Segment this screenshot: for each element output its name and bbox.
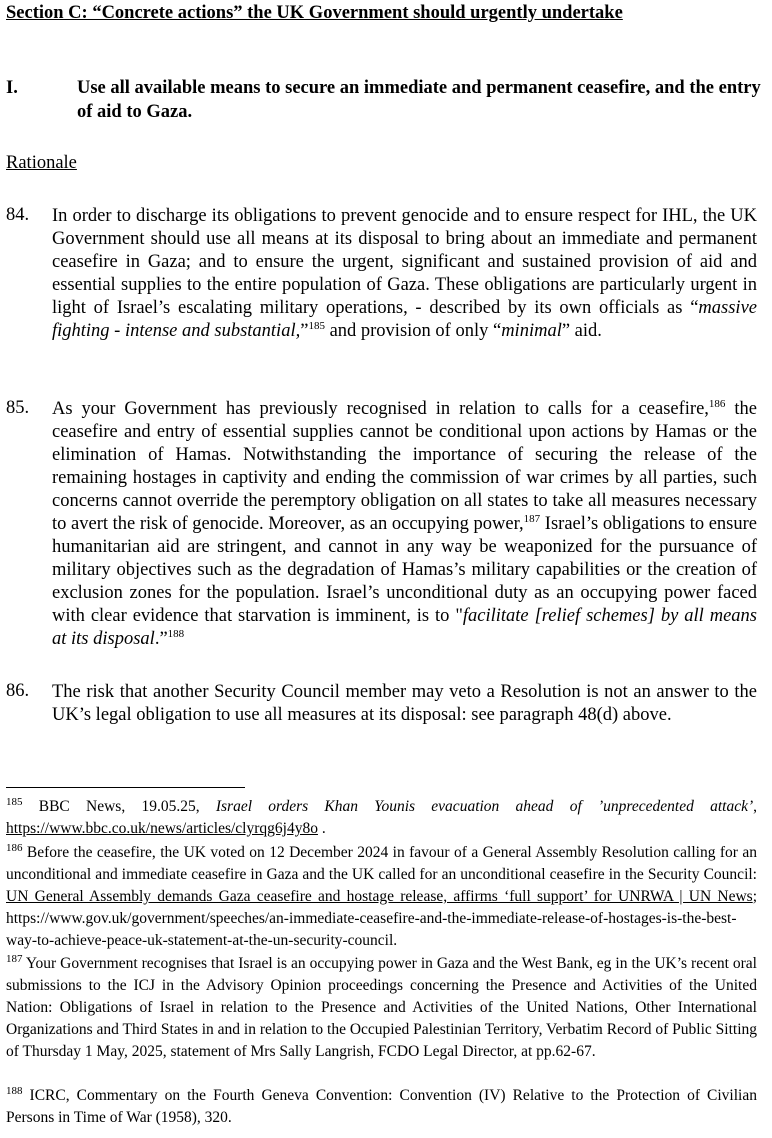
paragraph-85-number: 85. — [6, 398, 30, 418]
footnote-185-number: 185 — [6, 795, 23, 808]
paragraph-84-text-4: ” aid. — [561, 321, 602, 341]
paragraph-84 — [52, 205, 757, 343]
heading-number: I. — [6, 78, 18, 98]
paragraph-86-number: 86. — [6, 681, 30, 701]
footnote-188 — [6, 1085, 757, 1129]
paragraph-84-text-3: and provision of only “ — [324, 321, 502, 341]
footnote-187 — [6, 953, 757, 1063]
paragraph-84-text-1: In order to discharge its obligations to prevent genocide and to ensure respect for IHL, the UK Government should use all means at its disposal to bring about an immediate and permanent ceasefire in Gaza; and to ensure the urgent, significant and sustained provision of aid and essential supplies to the entire population of Gaza. These obligations are particularly urgent in light of Israel’s escalating military operations, - described by its own officials as “ — [52, 206, 757, 318]
footnote-186-text-1: Before the ceasefire, the UK voted on 12 December 2024 in favour of a General Assembly Resolution calling for an unconditional and immediate ceasefire in Gaza and the UK called for an unconditional ceasefire in the Security Council: — [6, 844, 757, 883]
paragraph-85-text-2: the ceasefire and entry of essential supplies cannot be conditional upon actions by Hamas or the elimination of Hamas. Notwithstanding the importance of securing the release of the remaining hostages in captivity and ending the commission of war crimes by all parties, such concerns cannot override the peremptory obligation on all states to take all measures necessary to avert the risk of genocide. Moreover, as an occupying power, — [52, 399, 757, 534]
footnote-185-text-2: , — [753, 798, 757, 815]
paragraph-85-quote-1: facilitate [relief schemes] by all means at its disposal — [52, 606, 757, 649]
section-title: Section C: “Concrete actions” the UK Government should urgently undertake — [6, 3, 623, 23]
footnote-185 — [6, 796, 757, 840]
rationale-heading: Rationale — [6, 153, 77, 173]
paragraph-84-quote-1: massive fighting - intense and substantial, — [52, 298, 757, 341]
footnote-ref-186[interactable]: 186 — [708, 397, 726, 410]
footnote-185-text-3: . — [317, 820, 326, 837]
footnote-187-text: Your Government recognises that Israel is an occupying power in Gaza and the West Bank, eg in the UK’s recent oral submissions to the ICJ in the Advisory Opinion proceedings concerning the Presence and Activities of the United Nation: Obligations of Israel in relation to the Presence and Activities of the United Nations, Other International Organizations and Third States in and in relation to the Occupied Palestinian Territory, Verbatim Record of Public Sitting of Thursday 1 May, 2025, statement of Mrs Sally Langrish, FCDO Legal Director, at pp.62-67. — [6, 955, 757, 1060]
paragraph-84-text-2: ” — [300, 321, 309, 341]
paragraph-84-number: 84. — [6, 205, 30, 225]
footnote-188-text: ICRC, Commentary on the Fourth Geneva Convention: Convention (IV) Relative to the Protection of Civilian Persons in Time of War (1958), 320. — [6, 1087, 757, 1126]
footnote-separator — [6, 787, 245, 788]
footnote-187-number: 187 — [6, 952, 23, 965]
footnote-188-number: 188 — [6, 1084, 23, 1097]
footnote-185-text-1: BBC News, 19.05.25, — [22, 798, 216, 815]
footnote-185-title: Israel orders Khan Younis evacuation ahead of ’unprecedented attack’ — [215, 798, 754, 815]
footnote-186-link[interactable]: UN General Assembly demands Gaza ceasefire and hostage release, affirms ‘full support’ for UNRWA | UN News — [6, 888, 753, 905]
paragraph-85 — [52, 398, 757, 651]
paragraph-85-text-1: As your Government has previously recognised in relation to calls for a ceasefire, — [52, 399, 709, 419]
footnote-186-number: 186 — [6, 841, 23, 854]
footnote-ref-188[interactable]: 188 — [167, 627, 185, 640]
footnote-ref-185[interactable]: 185 — [308, 319, 325, 332]
footnote-185-link[interactable]: https://www.bbc.co.uk/news/articles/clyrqg6j4y8o — [6, 820, 318, 837]
footnote-ref-187[interactable]: 187 — [523, 512, 541, 525]
paragraph-86: The risk that another Security Council member may veto a Resolution is not an answer to the UK’s legal obligation to use all measures at its disposal: see paragraph 48(d) above. — [52, 682, 757, 725]
paragraph-85-text-4: .” — [154, 629, 168, 649]
paragraph-84-quote-2: minimal — [501, 321, 562, 341]
paragraph-85-text-3: Israel’s obligations to ensure humanitarian aid are stringent, and cannot in any way be weaponized for the pursuance of military objectives such as the degradation of Hamas’s military capabilities or the creation of exclusion zones for the population. Israel’s unconditional duty as an occupying power faced with clear evidence that starvation is imminent, is to " — [52, 514, 757, 626]
footnote-186 — [6, 842, 757, 952]
heading-text: Use all available means to secure an immediate and permanent ceasefire, and the entry of aid to Gaza. — [77, 78, 761, 122]
footnote-186-text-2: ; https://www.gov.uk/government/speeches/an-immediate-ceasefire-and-the-immediate-release-of-hostages-is-the-best-way-to-achieve-peace-uk-statement-at-the-un-security-council. — [6, 888, 757, 949]
